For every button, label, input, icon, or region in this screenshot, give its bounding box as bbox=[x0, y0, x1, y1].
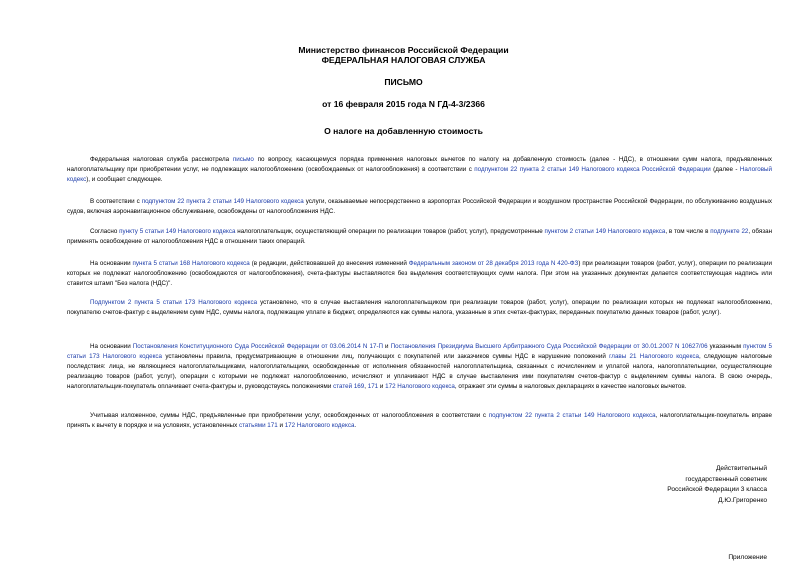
paragraph-3 bbox=[67, 227, 772, 247]
text: На основании bbox=[90, 343, 133, 350]
text: . bbox=[354, 422, 357, 429]
text: установлено, что в случае выставления налогоплательщиком при реализации товаров (работ, услуг), операции по реализации которых не подлежат налогообложению, покупателю счетов-фактур с выделением сумм НДС, суммы налога, подлежащие уплате в бюджет, определяются как суммы налога, указанные в этих счетах-фактурах, переданных покупателю данных товаров (работ, услуг). bbox=[67, 299, 772, 316]
text: , в том числе в bbox=[665, 228, 711, 235]
paragraph-2 bbox=[67, 197, 772, 217]
link-art171[interactable]: статьями 171 bbox=[239, 422, 278, 429]
text: , обязан применять освобождение от налогообложения НДС в отношении таких операций. bbox=[67, 228, 773, 245]
link-art149-p2-sp22[interactable]: подпунктом 22 пункта 2 статьи 149 Налогового кодекса bbox=[488, 412, 656, 419]
link-letter[interactable]: письмо bbox=[232, 156, 254, 163]
document-subject: О налоге на добавленную стоимость bbox=[324, 126, 483, 136]
link-art149-p5[interactable]: пункту 5 статьи 149 Налогового кодекса bbox=[119, 228, 236, 235]
text: установлены правила, предусматривающие в отношении лиц, получающих с покупателей или заказчиков суммы НДС в нарушение положений bbox=[162, 353, 610, 360]
text: , bbox=[364, 383, 368, 390]
text: и bbox=[378, 383, 386, 390]
link-federal-law-420[interactable]: Федеральным законом от 28 декабря 2013 года N 420-ФЗ bbox=[408, 260, 579, 267]
link-art173-p5-sp2[interactable]: Подпунктом 2 пункта 5 статьи 173 Налогового кодекса bbox=[90, 299, 258, 306]
link-art171[interactable]: 171 bbox=[367, 383, 379, 390]
text: услуги, оказываемые непосредственно в аэропортах Российской Федерации и воздушном пространстве Российской Федерации, по обслуживанию воздушных судов, включая аэронавигационное обслуживание, освобождены от налогообложения НДС. bbox=[67, 198, 772, 215]
signatory-name: Д.Ю.Григоренко bbox=[718, 496, 767, 504]
link-art168-p5[interactable]: пункта 5 статьи 168 Налогового кодекса bbox=[132, 260, 250, 267]
text: ), и сообщает следующее. bbox=[86, 176, 163, 183]
paragraph-4 bbox=[67, 259, 772, 289]
paragraph-1 bbox=[67, 155, 772, 185]
text: Федеральная налоговая служба рассмотрела bbox=[90, 156, 233, 163]
link-chapter-21[interactable]: главы 21 Налогового кодекса bbox=[609, 353, 699, 360]
link-subparagraph-22[interactable]: подпункте 22 bbox=[710, 228, 749, 235]
link-art149-p2[interactable]: пунктом 2 статьи 149 Налогового кодекса bbox=[544, 228, 666, 235]
link-art169[interactable]: статей 169 bbox=[333, 383, 365, 390]
text: (далее - bbox=[710, 166, 740, 173]
signature-line: государственный советник bbox=[685, 475, 767, 483]
text: (в редакции, действовавшей до внесения изменений bbox=[249, 260, 409, 267]
signature-block bbox=[567, 464, 767, 506]
text: В соответствии с bbox=[90, 198, 142, 205]
paragraph-6 bbox=[67, 342, 772, 392]
text: налогоплательщик, осуществляющий операции по реализации товаров (работ, услуг), предусмотренные bbox=[235, 228, 545, 235]
link-art149-p2-sp22[interactable]: подпунктом 22 пункта 2 статьи 149 Налогового кодекса bbox=[141, 198, 304, 205]
text: , следующие налоговые последствия: лица, не являющиеся налогоплательщиками, налогоплательщики, освобожденные от исполнения обязанностей налогоплательщика, связанных с исчислением и уплатой налога, налогоплательщики, осуществляющие реализацию товаров (работ, услуг), операции с которыми не подлежат налогообложению, исчисляют и уплачивают НДС в случае выставления ими покупателям счетов-фактур с выделением суммы налога. В свою очередь, налогоплательщик-покупатель оплачивает счета-фактуры и, руководствуясь положениями bbox=[67, 353, 772, 390]
paragraph-5 bbox=[67, 298, 772, 318]
link-constitutional-court-ruling[interactable]: Постановления Конституционного Суда Российской Федерации от 03.06.2014 N 17-П bbox=[132, 343, 384, 350]
text: и bbox=[383, 343, 391, 350]
text: Учитывая изложенное, суммы НДС, предъявленные при приобретении услуг, освобожденных от налогообложения в соответствии с bbox=[90, 412, 489, 419]
signature-line: Действительный bbox=[715, 465, 767, 472]
annex-label: Приложение bbox=[728, 554, 767, 561]
ministry-title: Министерство финансов Российской Федерации bbox=[298, 45, 509, 55]
link-tax-code-art149[interactable]: подпунктом 22 пункта 2 статьи 149 Налогового кодекса Российской Федерации bbox=[474, 166, 711, 173]
text: , отражает эти суммы в налоговых декларациях в качестве налоговых вычетов. bbox=[454, 383, 687, 390]
text: ) при реализации товаров (работ, услуг), операции по реализации которых не подлежат налогообложению (освобождаются от налогообложения), счета-фактуры выставляются без выделения соответствующих сумм налога. При этом на указанных документах делается соответствующая надпись или ставится штамп "Без налога (НДС)". bbox=[67, 260, 772, 287]
service-title: ФЕДЕРАЛЬНАЯ НАЛОГОВАЯ СЛУЖБА bbox=[321, 55, 486, 65]
link-art172[interactable]: 172 Налогового кодекса bbox=[385, 383, 455, 390]
text: Согласно bbox=[90, 228, 120, 235]
document-type: ПИСЬМО bbox=[384, 77, 423, 87]
signature-line: Российской Федерации 3 класса bbox=[667, 486, 767, 494]
text: и bbox=[277, 422, 285, 429]
link-tax-code[interactable]: Налоговый кодекс bbox=[67, 166, 772, 183]
paragraph-7 bbox=[67, 411, 772, 431]
text: На основании bbox=[90, 260, 133, 267]
text: указанным bbox=[707, 343, 744, 350]
link-art173-p5[interactable]: пунктом 5 статьи 173 Налогового кодекса bbox=[67, 343, 772, 360]
text: , налогоплательщик-покупатель вправе принять к вычету в порядке и на условиях, установленных bbox=[67, 412, 773, 429]
text: по вопросу, касающемуся порядка применения налоговых вычетов по налогу на добавленную стоимость (далее - НДС), в отношении сумм налога, предъявленных налогоплательщику при приобретении услуг, не подлежащих налогообложению (освобождаемых от налогообложения) в соответствии с bbox=[67, 156, 773, 173]
link-art172[interactable]: 172 Налогового кодекса bbox=[284, 422, 355, 429]
document-date-number: от 16 февраля 2015 года N ГД-4-3/2366 bbox=[322, 99, 485, 109]
link-arbitration-court-ruling[interactable]: Постановления Президиума Высшего Арбитражного Суда Российской Федерации от 30.01.2007 N 10627/06 bbox=[390, 343, 708, 350]
